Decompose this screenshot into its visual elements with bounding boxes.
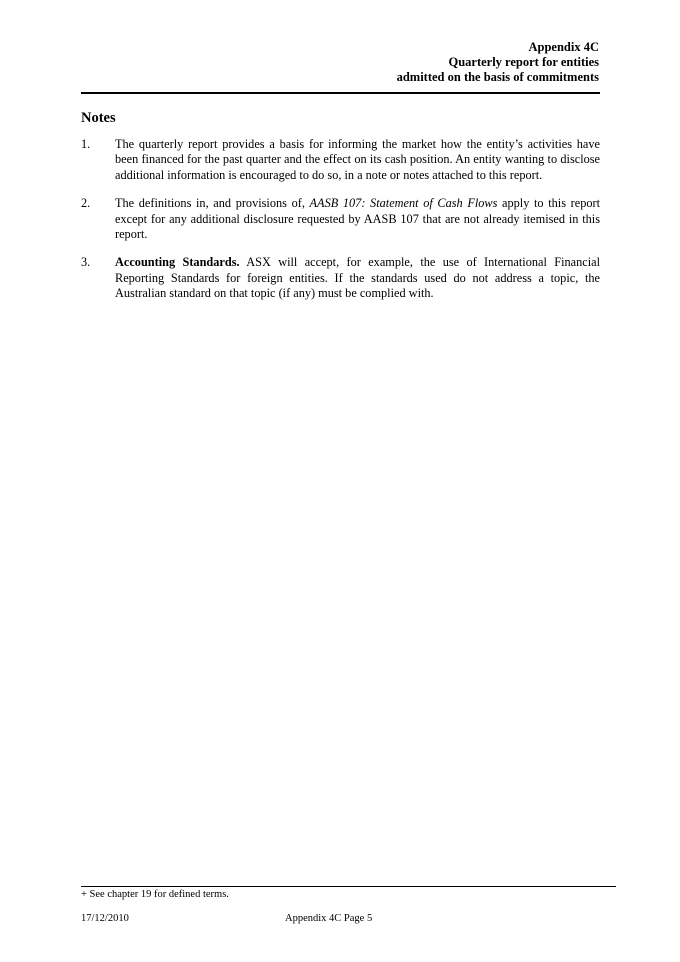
note-item-1 [81,137,600,183]
header-line-appendix: Appendix 4C [528,40,599,54]
note-text-before: The definitions in, and provisions of, [115,196,310,211]
note-number: 2. [81,196,91,211]
note-lead-term: Accounting Standards. [115,255,240,270]
notes-heading: Notes [81,110,116,126]
note-item-2 [81,196,600,242]
footer-date: 17/12/2010 [81,913,129,924]
header-divider [81,92,600,94]
footer-divider [81,886,616,887]
note-number: 3. [81,255,91,270]
note-number: 1. [81,137,91,151]
note-text [115,196,600,242]
standard-title: AASB 107: Statement of Cash Flows [309,196,498,211]
note-text-after: ASX will accept, for example, the use of International Financial Reporting Standards for foreign entities. If the standards used do not address a topic, the Australian standard on that topic (if any) must be complied with. [115,255,601,301]
note-text: The quarterly report provides a basis for informing the market how the entity’s activities have been financed for the past quarter and the effect on its cash position. An entity wanting to disclose additional information is encouraged to do so, in a note or notes attached to this report. [115,137,600,182]
notes-list [81,137,600,315]
page-header [397,40,599,85]
footnote: + See chapter 19 for defined terms. [81,889,229,900]
footer-page-number: Appendix 4C Page 5 [285,913,373,924]
note-text [115,255,600,301]
header-line-commitments: admitted on the basis of commitments [396,70,599,84]
header-line-report: Quarterly report for entities [448,55,599,69]
note-text-after: apply to this report except for any additional disclosure requested by AASB 107 that are not already itemised in this report. [115,196,600,242]
note-item-3 [81,255,600,301]
